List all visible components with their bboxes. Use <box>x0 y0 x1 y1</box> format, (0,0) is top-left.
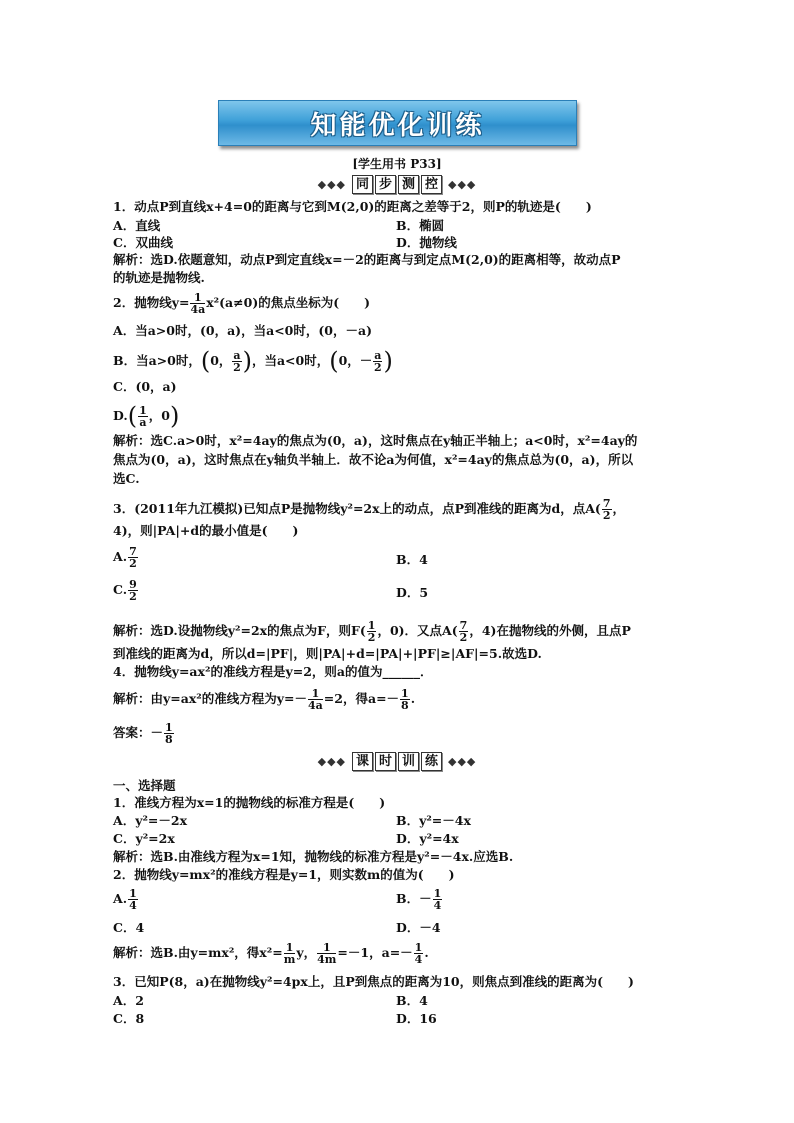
p2-b-pre: B．－ <box>396 891 432 906</box>
q2-option-b: B．当a>0时，(0， $\frac{a}{2}$ )，当a<0时，(0，－ $\frac{a}{2}$ ) <box>113 347 393 375</box>
fraction-denominator: 2 <box>367 631 376 644</box>
p2-option-b <box>396 888 443 911</box>
ornament-left: ◆◆◆ <box>317 755 346 768</box>
p2-analysis-fraction2 <box>317 942 336 965</box>
q2-b-fraction2 <box>373 350 382 373</box>
q3-option-c <box>113 579 139 602</box>
p1-option-d: D．y²=4x <box>396 831 459 846</box>
q3-analysis-mid: ，0)．又点A( <box>377 623 458 638</box>
q4-answer <box>113 722 175 745</box>
q3-stem-post: ， <box>612 501 626 516</box>
ornament-right: ◆◆◆ <box>448 178 477 191</box>
p1-option-c: C．y²=2x <box>113 831 175 846</box>
p1-option-a: A．y²=－2x <box>113 813 188 828</box>
fraction-denominator: 2 <box>602 509 611 522</box>
p2-option-a <box>113 888 139 911</box>
fraction-denominator: 4 <box>129 899 137 912</box>
fraction-numerator: a <box>374 349 382 362</box>
fraction-denominator: 2 <box>129 590 137 603</box>
fraction-denominator: 2 <box>459 631 468 644</box>
q4-answer-pre: 答案：－ <box>113 725 164 740</box>
section-char: 同 <box>352 175 373 194</box>
p2-b-fraction <box>433 888 443 911</box>
section-header-sync <box>0 175 794 194</box>
fraction-denominator: 8 <box>401 699 409 712</box>
q3-c-pre: C. <box>113 582 128 597</box>
fraction-denominator: 4 <box>433 899 442 912</box>
p3-option-d: D．16 <box>396 1011 437 1026</box>
q4-analysis <box>113 688 415 711</box>
p3-option-a: A．2 <box>113 993 144 1008</box>
q2-stem-pre: 2．抛物线y= <box>113 295 190 310</box>
p2-option-d: D．－4 <box>396 920 441 935</box>
p2-stem: 2．抛物线y=mx²的准线方程是y=1，则实数m的值为( ) <box>113 867 455 882</box>
fraction-denominator: 4a <box>190 303 206 316</box>
q3-a-fraction <box>128 546 138 569</box>
fraction-numerator: 9 <box>129 578 137 591</box>
q3-c-fraction <box>128 579 138 602</box>
p2-analysis-mid1: y， <box>296 945 317 960</box>
p2-analysis-fraction1 <box>284 942 296 965</box>
q2-analysis-line2: 焦点为(0，a)，这时焦点在y轴负半轴上．故不论a为何值，x²=4ay的焦点总为(0，a)，所以 <box>113 452 634 467</box>
fraction-numerator: 7 <box>602 497 611 510</box>
q3-analysis-line2: 到准线的距离为d，所以d=|PF|，则|PA|+d=|PA|+|PF|≥|AF|=5.故选D. <box>113 646 542 661</box>
p2-analysis <box>113 942 429 965</box>
q3-a-pre: A. <box>113 549 128 564</box>
fraction-denominator: 2 <box>374 361 382 374</box>
q2-b-fraction1 <box>232 350 241 373</box>
fraction-denominator: 4m <box>317 953 337 966</box>
q1-option-b: B．椭圆 <box>396 218 445 233</box>
title-banner <box>218 100 577 146</box>
section-char: 练 <box>421 752 442 771</box>
fraction-numerator: 1 <box>285 941 294 954</box>
p2-option-c: C．4 <box>113 920 145 935</box>
q2-analysis-line3: 选C. <box>113 471 140 486</box>
q1-stem: 1．动点P到直线x+4=0的距离与它到M(2,0)的距离之差等于2，则P的轨迹是( ) <box>113 199 592 214</box>
section-char: 时 <box>375 752 396 771</box>
p2-analysis-fraction3 <box>414 942 424 965</box>
q3-stem-line2: 4)，则|PA|+d的最小值是( ) <box>113 523 299 538</box>
q3-analysis-fraction1 <box>367 620 377 643</box>
fraction-numerator: 7 <box>459 619 468 632</box>
q2-d-fraction <box>138 405 148 428</box>
p1-analysis: 解析：选B.由准线方程为x=1知，抛物线的标准方程是y²=－4x.应选B. <box>113 849 514 864</box>
p2-a-fraction <box>128 888 138 911</box>
p2-a-pre: A. <box>113 891 128 906</box>
fraction-numerator: 1 <box>165 721 173 734</box>
q2-stem-fraction <box>190 292 205 315</box>
fraction-numerator: 7 <box>129 545 137 558</box>
section-header-homework <box>0 752 794 771</box>
q2-analysis-line1: 解析：选C.a>0时，x²=4ay的焦点为(0，a)，这时焦点在y轴正半轴上；a<0时，x²=4ay的 <box>113 433 638 448</box>
fraction-denominator: m <box>283 953 296 966</box>
fraction-numerator: 1 <box>433 887 442 900</box>
q3-option-a <box>113 546 139 569</box>
fraction-numerator: 1 <box>129 887 137 900</box>
p1-stem: 1．准线方程为x=1的抛物线的标准方程是( ) <box>113 795 386 810</box>
fraction-denominator: 8 <box>165 733 173 746</box>
q4-analysis-mid: =2，得a=－ <box>323 691 400 706</box>
fraction-denominator: 4a <box>308 699 323 712</box>
q2-stem <box>113 292 370 315</box>
q1-analysis-line2: 的轨迹是抛物线. <box>113 270 205 285</box>
q2-b-pre: B．当a>0时， <box>113 353 201 368</box>
p2-analysis-post: . <box>424 945 429 960</box>
q3-analysis-line1 <box>113 620 631 643</box>
p3-stem: 3．已知P(8，a)在抛物线y²=4px上，且P到焦点的距离为10，则焦点到准线的距离为( ) <box>113 974 634 989</box>
fraction-numerator: 1 <box>401 687 409 700</box>
p2-analysis-pre: 解析：选B.由y=mx²，得x²= <box>113 945 283 960</box>
q1-analysis-line1: 解析：选D.依题意知，动点P到定直线x=－2的距离与到定点M(2,0)的距离相等，故动点P <box>113 252 621 267</box>
fraction-numerator: 1 <box>139 404 147 417</box>
q2-d-post: ，0 <box>148 408 170 423</box>
q3-analysis-fraction2 <box>459 620 469 643</box>
section-title-chars <box>352 752 442 771</box>
q1-option-d: D．抛物线 <box>396 235 457 250</box>
q4-analysis-fraction2 <box>400 688 410 711</box>
ornament-right: ◆◆◆ <box>448 755 477 768</box>
fraction-denominator: 4 <box>414 953 423 966</box>
fraction-numerator: 1 <box>414 941 423 954</box>
p1-option-b: B．y²=－4x <box>396 813 471 828</box>
q2-option-a: A．当a>0时，(0，a)，当a<0时，(0，－a) <box>113 323 372 338</box>
p2-analysis-mid2: =－1，a=－ <box>337 945 413 960</box>
fraction-numerator: 1 <box>317 942 336 954</box>
section-char: 训 <box>398 752 419 771</box>
section-char: 课 <box>352 752 373 771</box>
p3-option-c: C．8 <box>113 1011 145 1026</box>
fraction-numerator: a <box>233 349 241 362</box>
q4-answer-fraction <box>164 722 174 745</box>
q1-option-c: C．双曲线 <box>113 235 173 250</box>
q4-analysis-pre: 解析：由y=ax²的准线方程为y=－ <box>113 691 308 706</box>
banner-title: 知能优化训练 <box>310 110 485 141</box>
fraction-numerator: 1 <box>308 688 323 700</box>
q1-option-a: A．直线 <box>113 218 161 233</box>
section-title-chars <box>352 175 442 194</box>
fraction-denominator: 2 <box>233 361 241 374</box>
reference-note: [学生用书 P33] <box>352 157 442 171</box>
fraction-denominator: 2 <box>129 557 137 570</box>
section-char: 测 <box>398 175 419 194</box>
q4-analysis-fraction1 <box>308 688 323 711</box>
q3-analysis-post: ，4)在抛物线的外侧，且点P <box>469 623 631 638</box>
q2-d-pre: D. <box>113 408 128 423</box>
ornament-left: ◆◆◆ <box>317 178 346 191</box>
q2-b-mid: ，当a<0时， <box>251 353 330 368</box>
fraction-denominator: a <box>139 416 147 429</box>
q4-analysis-post: . <box>410 691 416 706</box>
q3-option-b: B．4 <box>396 552 428 567</box>
section-char: 控 <box>421 175 442 194</box>
part-heading: 一、选择题 <box>113 778 176 793</box>
fraction-numerator: 1 <box>190 292 205 304</box>
q3-option-d: D．5 <box>396 585 429 600</box>
q4-stem: 4．抛物线y=ax²的准线方程是y=2，则a的值为______． <box>113 664 433 679</box>
section-char: 步 <box>375 175 396 194</box>
q2-option-d: D.( $\frac{1}{a}$ ，0) <box>113 402 180 430</box>
fraction-numerator: 1 <box>367 619 376 632</box>
q3-analysis-pre: 解析：选D.设抛物线y²=2x的焦点为F，则F( <box>113 623 366 638</box>
q3-stem-fraction <box>602 498 612 521</box>
q2-option-c: C．(0，a) <box>113 379 177 394</box>
p3-option-b: B．4 <box>396 993 428 1008</box>
q3-stem-pre: 3．(2011年九江模拟)已知点P是抛物线y²=2x上的动点，点P到准线的距离为d，点A( <box>113 501 601 516</box>
q3-stem-line1 <box>113 498 625 521</box>
q2-stem-post: x²(a≠0)的焦点坐标为( ) <box>206 295 371 310</box>
